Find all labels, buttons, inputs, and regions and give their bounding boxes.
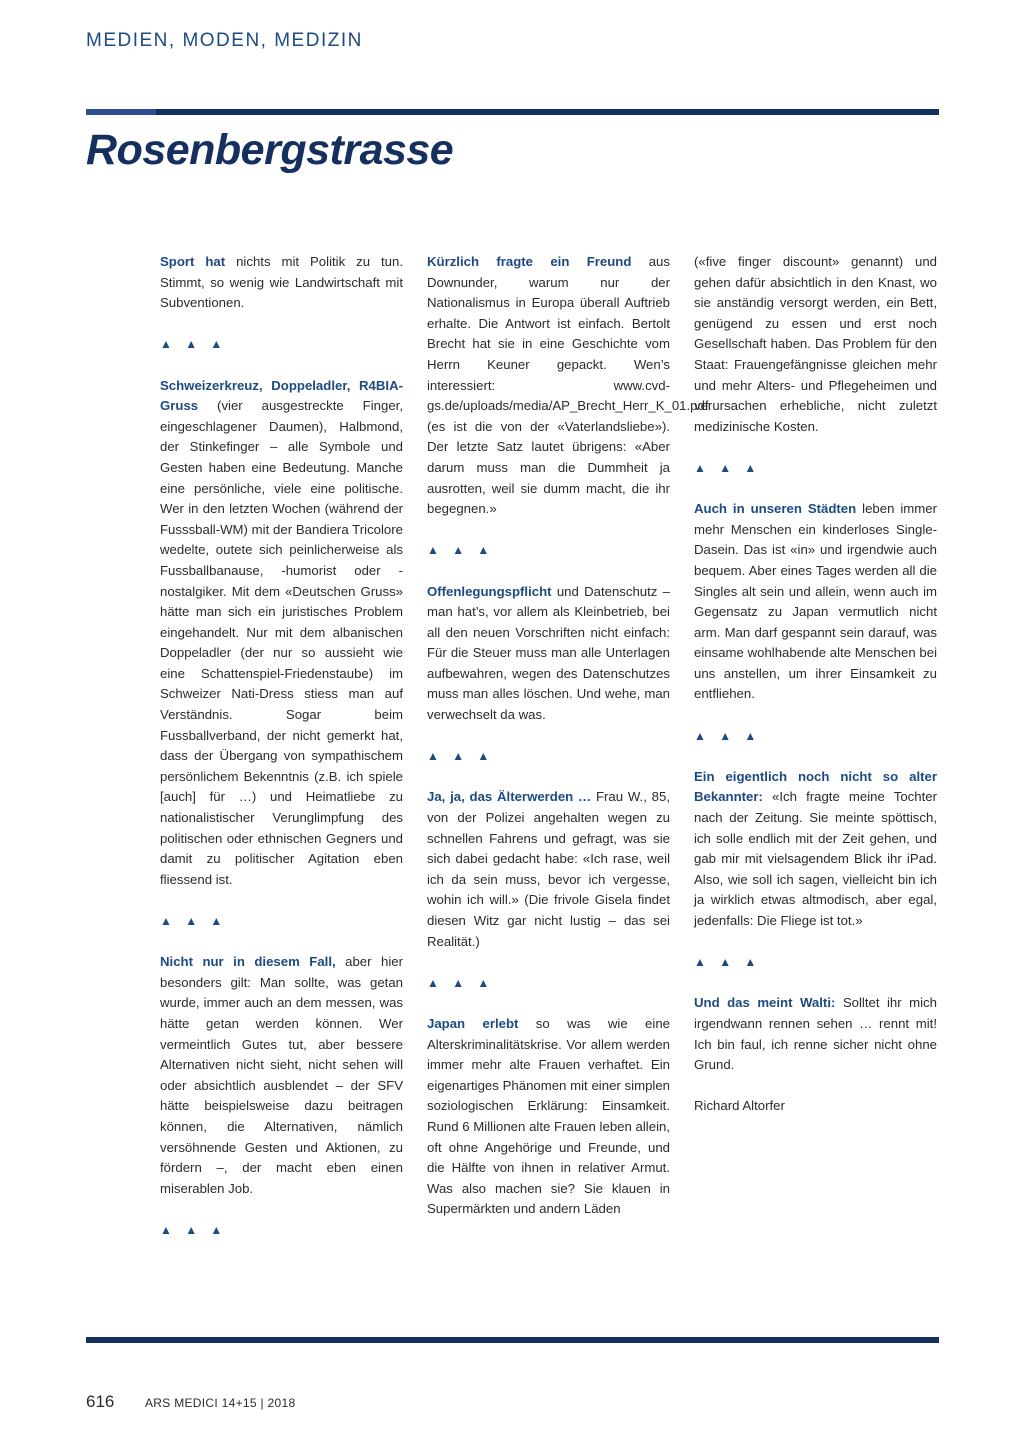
paragraph-lead: Ja, ja, das Älterwerden … — [427, 789, 592, 805]
paragraph-text: Frau W., 85, von der Polizei angehalten wegen zu schnellen Fahrens und gefragt, was sie sich dabei gedacht habe: «Ich rase, weil ich da sein muss, bevor ich vergesse, wohin ich will.» (Die frivole Gisela findet diesen Witz gar nicht lustig – das sei Realität.) — [427, 789, 670, 949]
column-1 — [160, 252, 403, 1261]
paragraph-text: leben immer mehr Menschen ein kinderloses Single-Dasein. Das ist «in» und irgendwie auch bequem. Aber eines Tages werden all die Singles alt sein und allein, wenn auch im Gegensatz zu Japan vermutlich nicht arm. Man darf gespannt sein darauf, was einsame wohlhabende alte Menschen bei uns anstellen, um ihrer Einsamkeit zu entfliehen. — [694, 501, 937, 702]
section-separator: ▲ ▲ ▲ — [427, 749, 495, 764]
column-2 — [427, 252, 709, 1241]
paragraph-lead: Offenlegungspflicht — [427, 583, 552, 599]
paragraph — [694, 499, 937, 705]
paragraph — [160, 376, 403, 891]
paragraph-lead: Auch in unseren Städten — [694, 501, 857, 517]
paragraph-lead: Kürzlich fragte ein Freund — [427, 254, 632, 269]
paragraph-text: so was wie eine Alterskriminalitätskrise. Vor allem werden immer mehr alte Frauen verhaftet. Ein eigenartiges Phänomen mit einer simplen soziologischen Erklärung: Einsamkeit. Rund 6 Millionen alte Frauen leben allein, oft ohne Angehörige und Freunde, und die Hälfte von ihnen in relativer Armut. Was also machen sie? Sie klauen in Supermärkten und andern Läden — [427, 1015, 670, 1217]
section-separator: ▲ ▲ ▲ — [160, 914, 228, 928]
top-rule — [86, 109, 939, 115]
section-separator: ▲ ▲ ▲ — [427, 543, 495, 558]
paragraph — [427, 582, 670, 726]
author-name: Richard Altorfer — [694, 1098, 785, 1114]
section-separator: ▲ ▲ ▲ — [694, 955, 762, 970]
paragraph-text: Solltet ihr mich irgendwann rennen sehen … rennt mit! Ich bin faul, ich renne sicher nicht ohne Grund. — [694, 995, 937, 1073]
bottom-rule — [86, 1337, 939, 1343]
top-rule-accent — [86, 109, 156, 115]
paragraph — [694, 767, 937, 932]
paragraph — [427, 787, 670, 952]
article-title: Rosenbergstrasse — [86, 126, 454, 174]
paragraph-lead: Japan erlebt — [427, 1015, 519, 1031]
paragraph — [694, 252, 937, 437]
section-separator: ▲ ▲ ▲ — [160, 337, 228, 352]
paragraph-lead: Schweizerkreuz, Doppeladler, R4BIA-Gruss — [160, 377, 403, 414]
paragraph — [694, 993, 937, 1075]
paragraph — [427, 1014, 670, 1220]
paragraph — [160, 252, 403, 314]
paragraph-text: aus Downunder, warum nur der Nationalismus in Europa überall Auftrieb erhalte. Die Antwort ist einfach. Bertolt Brecht hat sie in eine Geschichte vom Herrn Keuner gepackt. Wen’s interessiert: www.cvd-gs.de/uploads/media/AP_Brecht_Herr_K_01.pdf (es ist die von der «Vaterlandsliebe»). Der letzte Satz lautet übrigens: «Aber darum muss man die Dummheit ja ausrotten, weil sie dumm macht, die ihr begegnen.» — [427, 254, 709, 517]
paragraph-text: nichts mit Politik zu tun. Stimmt, so wenig wie Landwirtschaft mit Subventionen. — [160, 254, 403, 311]
paragraph — [427, 252, 709, 520]
page-number: 616 — [86, 1392, 115, 1411]
section-separator: ▲ ▲ ▲ — [694, 728, 762, 743]
paragraph-lead: Nicht nur in diesem Fall, — [160, 954, 336, 970]
paragraph-lead: Ein eigentlich noch nicht so alter Bekannter: — [694, 768, 937, 805]
section-separator: ▲ ▲ ▲ — [427, 975, 495, 990]
paragraph-lead: Sport hat — [160, 254, 226, 269]
paragraph-text: und Datenschutz – man hat’s, vor allem als Kleinbetrieb, bei all den neuen Vorschriften nicht einfach: Für die Steuer muss man alle Unterlagen aufbewahren, wegen des Datenschutzes muss man alles löschen. Und wehe, man verwechselt da was. — [427, 583, 670, 723]
section-separator: ▲ ▲ ▲ — [694, 460, 762, 475]
paragraph-text: («five finger discount» genannt) und gehen dafür absichtlich in den Knast, wo sie anständig versorgt werden, ein Bett, genügend zu essen und erst noch Gesellschaft haben. Das Problem für den Staat: Frauengefängnisse gleichen mehr und mehr Alters- und Pflegeheimen und verursachen erhebliche, nicht zuletzt medizinische Kosten. — [694, 254, 937, 434]
paragraph-lead: Und das meint Walti: — [694, 995, 836, 1011]
section-separator: ▲ ▲ ▲ — [160, 1222, 228, 1237]
paragraph — [160, 952, 403, 1199]
journal-name: ARS MEDICI 14+15 | 2018 — [145, 1396, 296, 1410]
column-3 — [694, 252, 937, 1138]
paragraph-text: aber hier besonders gilt: Man sollte, was getan wurde, immer auch an dem messen, was hätte getan werden können. Wer vermeintlich Gutes tut, aber bessere Alternativen nicht sieht, nicht sehen will oder absichtlich ausblendet – der SFV hätte beispielsweise dazu beitragen können, die Alternativen, nämlich versöhnende Gesten und Aktionen, zu fördern –, der macht eben einen miserablen Job. — [160, 954, 403, 1196]
section-label: MEDIEN, MODEN, MEDIZIN — [86, 30, 363, 51]
paragraph-text: (vier ausgestreckte Finger, eingeschlagener Daumen), Halbmond, der Stinkefinger – alle Symbole und Gesten haben eine Bedeutung. Manche eine persönliche, viele eine politische. Wer in den letzten Wochen (während der Fusssball-WM) mit der Bandiera Tricolore wedelte, outete sich peinlicherweise als Fussballbanause, -humorist oder -nostalgiker. Mit dem «Deutschen Gruss» hätte man sich ein juristisches Problem eingehandelt. Nur mit dem albanischen Doppeladler (der nur so aussieht wie eine Schattenspiel-Friedenstaube) im Schweizer Nati-Dress stiess man auf Verständnis. Sogar beim Fussballverband, der nicht gemerkt hat, dass der Übergang von sympathischem persönlichem Bekenntnis (z.B. ich spiele [auch] für …) und Heimatliebe zu nationalistischer Verunglimpfung des politischen oder ethnischen Gegners und damit zu politischer Agitation eben fliessend ist. — [160, 398, 403, 887]
paragraph-text: «Ich fragte meine Tochter nach der Zeitung. Sie meinte spöttisch, ich solle endlich mit der Zeit gehen, und gab mir mit vielsagendem Blick ihr iPad. Also, wie soll ich sagen, vielleicht bin ich ja wirklich etwas altmodisch, aber egal, jedenfalls: Die Fliege ist tot.» — [694, 789, 937, 928]
